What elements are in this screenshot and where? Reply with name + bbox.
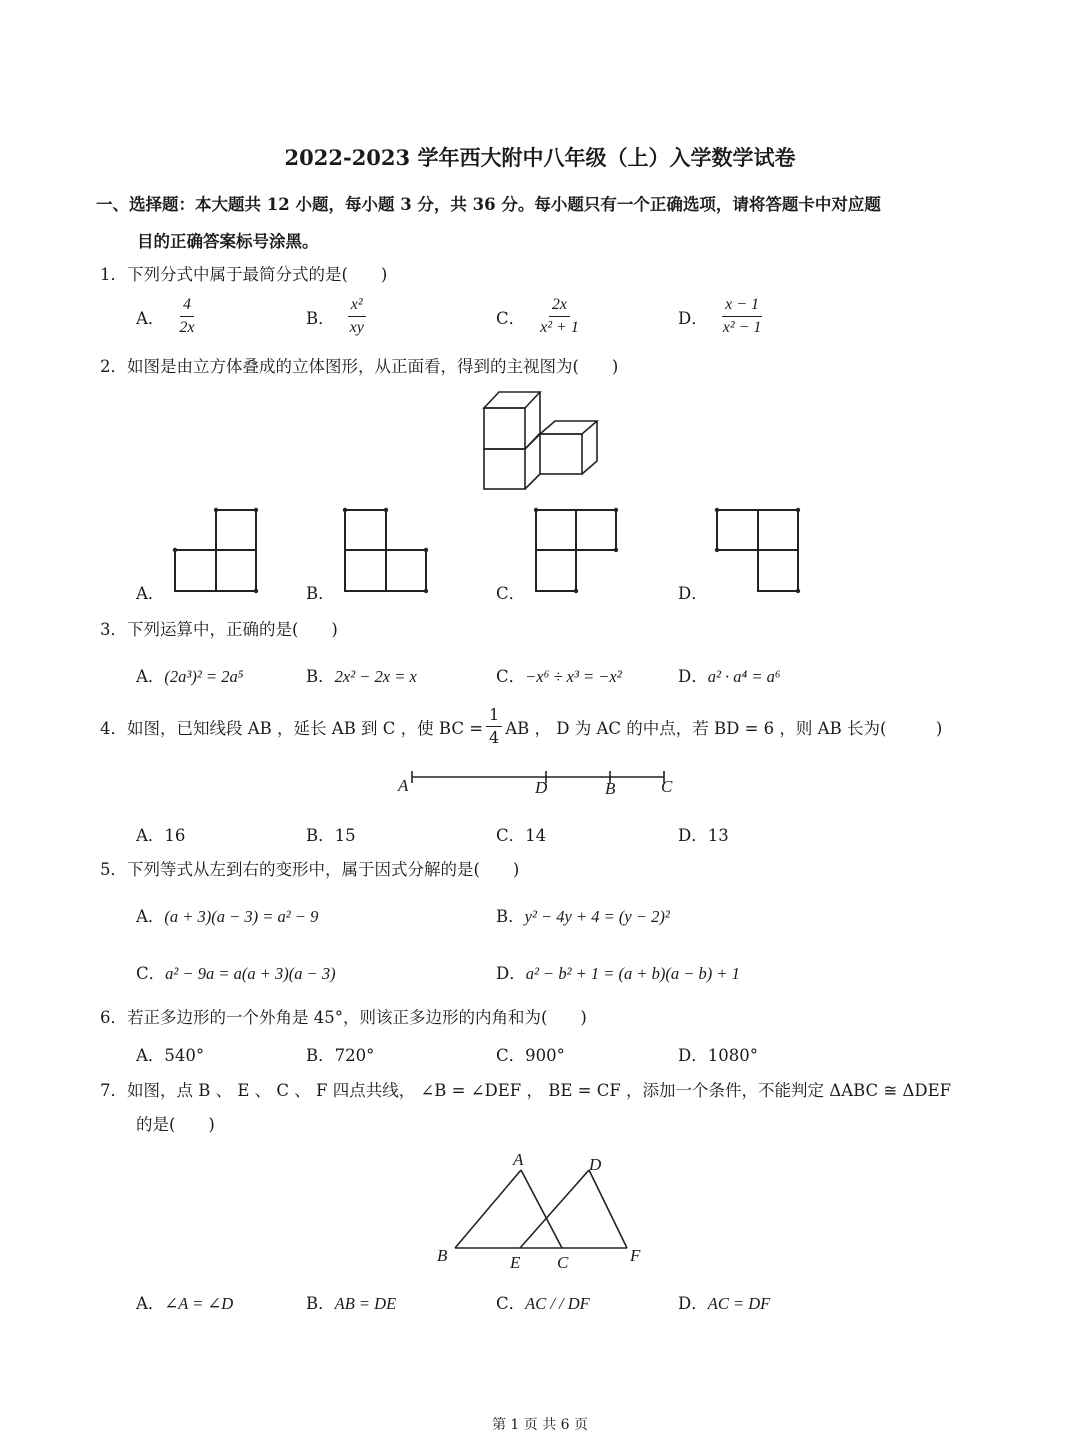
q5-option-c: C．a² − 9a = a(a + 3)(a − 3) bbox=[136, 964, 336, 983]
q4-option-b: B．15 bbox=[306, 826, 356, 845]
q2-stem: 2．如图是由立方体叠成的立体图形，从正面看，得到的主视图为( ) bbox=[100, 357, 619, 376]
fraction: $\frac{2x}{\text{x² + 1}}$ bbox=[540, 296, 579, 337]
q7-option-c: C．AC / / DF bbox=[496, 1294, 590, 1313]
side-df bbox=[589, 1170, 627, 1248]
point-b-label: B bbox=[437, 1246, 448, 1265]
q6-option-b: B．720° bbox=[306, 1046, 375, 1065]
point-c-label: C bbox=[557, 1253, 569, 1272]
fraction: $\frac{x - 1}{\text{x² − 1}}$ bbox=[722, 296, 762, 337]
page-title: 2022-2023 学年西大附中八年级（上）入学数学试卷 bbox=[284, 145, 796, 170]
q2-option-c-label: C． bbox=[496, 584, 526, 603]
option-label: D． bbox=[678, 308, 708, 328]
point-a-label: A bbox=[513, 1150, 524, 1169]
page-footer: 第 1 页 共 6 页 bbox=[491, 1417, 589, 1433]
q3-option-d: D．a² · a⁴ = a⁶ bbox=[678, 667, 781, 686]
point-e-label: E bbox=[510, 1253, 521, 1272]
point-f-label: F bbox=[630, 1246, 641, 1265]
q2-option-b-label: B． bbox=[306, 584, 335, 603]
q3-option-b: B．2x² − 2x = x bbox=[306, 667, 417, 686]
q5-option-a: A．(a + 3)(a − 3) = a² − 9 bbox=[136, 907, 319, 926]
q4-stem: 4．如图，已知线段 AB ，延长 AB 到 C ，使 BC = $\frac{1}{4}$ AB ， D 为 AC 的中点，若 BD = 6 ，则 AB 长为( ) bbox=[100, 705, 943, 748]
option-label: C． bbox=[496, 308, 526, 328]
q2-option-a-label: A． bbox=[136, 584, 165, 603]
fraction-one-quarter: $\frac{1}{4}$ bbox=[486, 706, 502, 748]
point-c-label: C bbox=[661, 777, 673, 796]
q5-option-b: B．y² − 4y + 4 = (y − 2)² bbox=[496, 907, 670, 926]
section-header-line2: 目的正确答案标号涂黑。 bbox=[137, 232, 319, 251]
q6-option-d: D．1080° bbox=[678, 1046, 758, 1065]
q7-option-a: A．∠A = ∠D bbox=[136, 1294, 234, 1313]
q2-option-d-label: D． bbox=[678, 584, 708, 603]
q4-option-a: A．16 bbox=[136, 826, 186, 845]
q6-stem: 6．若正多边形的一个外角是 45°，则该正多边形的内角和为( ) bbox=[100, 1008, 587, 1027]
q6-option-c: C．900° bbox=[496, 1046, 565, 1065]
option-label: B． bbox=[306, 308, 335, 328]
q3-option-c: C．−x⁶ ÷ x³ = −x² bbox=[496, 667, 622, 686]
q1-stem: 1．下列分式中属于最简分式的是( ) bbox=[100, 265, 388, 284]
point-d-label: D bbox=[589, 1155, 602, 1174]
q3-option-a: A．(2a³)² = 2a⁵ bbox=[136, 667, 244, 686]
q7-option-b: B．AB = DE bbox=[306, 1294, 397, 1313]
q5-stem: 5．下列等式从左到右的变形中，属于因式分解的是( ) bbox=[100, 860, 520, 879]
point-a-label: A bbox=[398, 776, 409, 795]
option-label: A． bbox=[136, 308, 165, 328]
q4-option-c: C．14 bbox=[496, 826, 547, 845]
fraction: $\frac{4}{2x}$ bbox=[179, 296, 195, 337]
fraction: $\frac{\text{x²}}{xy}$ bbox=[349, 296, 364, 337]
point-b-label: B bbox=[605, 779, 616, 798]
point-d-label: D bbox=[535, 778, 548, 797]
q5-option-d: D．a² − b² + 1 = (a + b)(a − b) + 1 bbox=[496, 964, 740, 983]
section-header-line1: 一、选择题：本大题共 12 小题，每小题 3 分，共 36 分。每小题只有一个正确选项，请将答题卡中对应题 bbox=[96, 195, 881, 214]
q7-stem-line1: 7．如图，点 B 、 E 、 C 、 F 四点共线， ∠B = ∠DEF ， BE = CF ，添加一个条件，不能判定 ΔABC ≅ ΔDEF bbox=[100, 1081, 952, 1100]
q7-stem-line2: 的是( ) bbox=[136, 1115, 215, 1134]
side-ed bbox=[520, 1170, 589, 1248]
side-ab bbox=[455, 1170, 521, 1248]
q6-option-a: A．540° bbox=[136, 1046, 205, 1065]
side-ac bbox=[521, 1170, 562, 1248]
q7-option-d: D．AC = DF bbox=[678, 1294, 771, 1313]
q3-stem: 3．下列运算中，正确的是( ) bbox=[100, 620, 338, 639]
q4-option-d: D．13 bbox=[678, 826, 729, 845]
